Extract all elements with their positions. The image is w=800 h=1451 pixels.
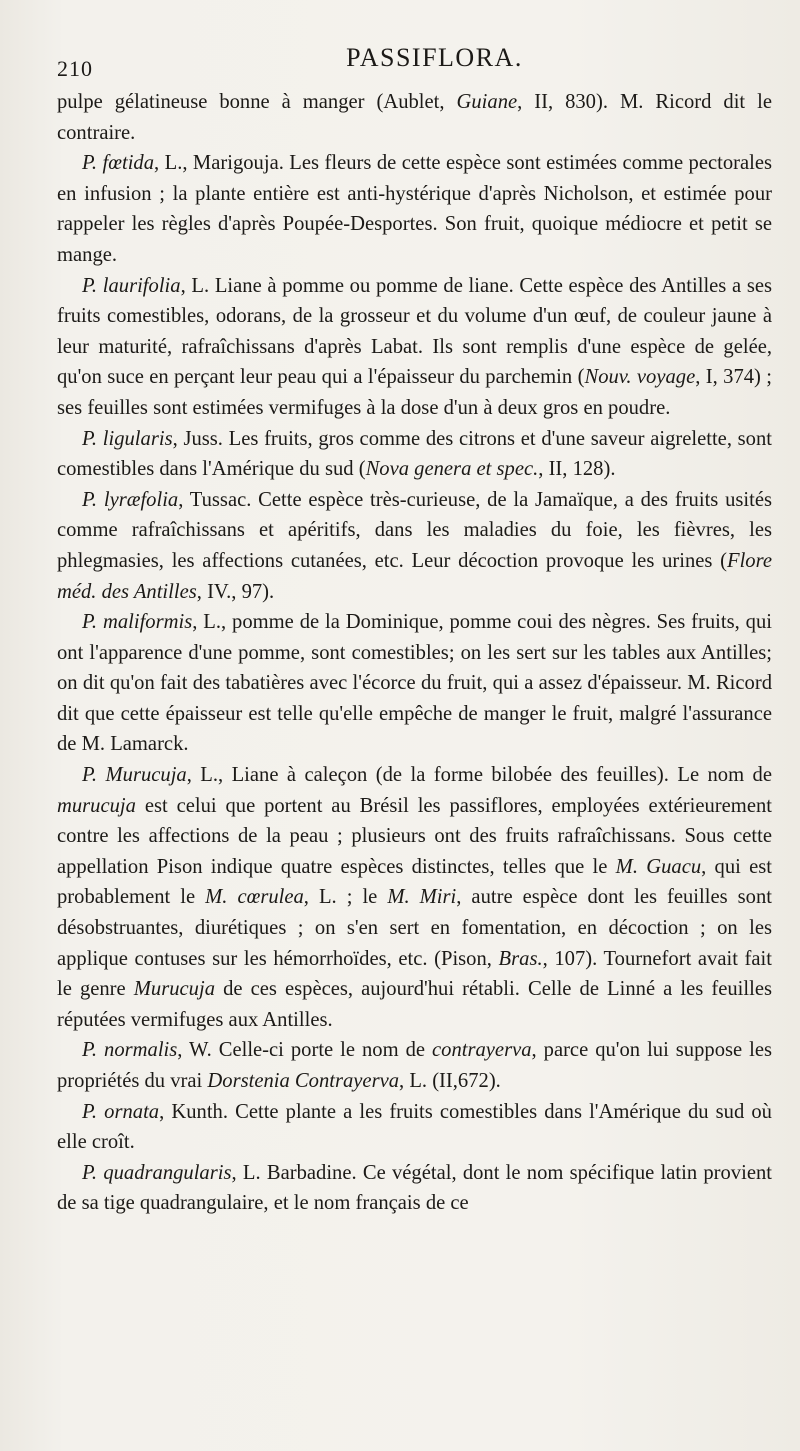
text-run: , Kunth. Cette plante a les fruits comestibles dans l'Amérique du sud où elle croît.	[57, 1100, 772, 1154]
text-run: est celui que portent au Brésil les passiflores, employées extérieurement contre les affections de la peau ; plusieurs ont des fruits rafraîchissans. Sous cette appellation Pison indique quatre espèces distinctes, telles que le	[57, 794, 772, 878]
italic-term: Nouv. voyage	[584, 366, 696, 389]
text-run: , I, 374) ; ses feuilles sont estimées vermifuges à la dose d'un à deux gros en poudre.	[57, 366, 772, 419]
species-entry	[57, 1097, 772, 1158]
text-run: , II, 128).	[538, 458, 616, 481]
italic-term: M. Guacu	[615, 855, 702, 878]
text-run: , autre espèce dont les feuilles sont désobstruantes, diurétiques ; on s'en sert en fomentation, en décoction ; on les applique contuses sur les hémorrhoïdes, etc. (Pison,	[57, 886, 772, 970]
italic-term: murucuja	[57, 794, 136, 817]
body-text	[57, 87, 772, 1219]
continued-paragraph	[57, 87, 772, 148]
italic-term: P. quadrangularis	[82, 1161, 232, 1184]
italic-term: Guiane	[456, 91, 518, 113]
running-head	[57, 40, 772, 81]
page-number: 210	[57, 56, 93, 81]
species-entry	[57, 760, 772, 1035]
text-run: , L. Barbadine. Ce végétal, dont le nom spécifique latin provient de sa tige quadrangulaire, et le nom français de ce	[57, 1161, 772, 1215]
species-entry	[57, 148, 772, 270]
species-entry	[57, 424, 772, 485]
italic-term: P. normalis	[82, 1039, 178, 1062]
italic-term: P. fœtida	[82, 152, 155, 175]
text-run: , L., Marigouja. Les fleurs de cette espèce sont estimées comme pectorales en infusion ; la plante entière est anti-hystérique d'après Nicholson, et estimée pour rappeler les règles d'après Poupée-Desportes. Son fruit, quoique médiocre et petit se mange.	[57, 152, 772, 266]
text-run: , qui est probablement le	[57, 855, 772, 909]
italic-term: P. ornata	[82, 1100, 160, 1123]
italic-term: P. ligularis	[82, 427, 173, 450]
text-run: , IV., 97).	[196, 580, 275, 603]
text-run: , 107). Tournefort avait fait le genre	[57, 947, 772, 1001]
italic-term: P. Murucuja	[82, 764, 187, 787]
text-run: de ces espèces, aujourd'hui rétabli. Celle de Linné a les feuilles réputées vermifuges aux Antilles.	[57, 978, 772, 1031]
text-run: , W. Celle-ci porte le nom de	[177, 1039, 433, 1062]
italic-term: Murucuja	[133, 978, 215, 1001]
italic-term: Dorstenia Contrayerva	[207, 1070, 400, 1092]
italic-term: Flore méd. des Antilles	[57, 549, 772, 603]
text-run: , L. Liane à pomme ou pomme de liane. Cette espèce des Antilles a ses fruits comestibles, odorans, de la grosseur et du volume d'un œuf, de couleur jaune à leur maturité, rafraîchissans d'après Labat. Ils sont remplis d'une espèce de gelée, qu'on suce en perçant leur peau qui a l'épaisseur du parchemin (	[57, 274, 773, 389]
text-run: , L. (II,672).	[399, 1070, 501, 1092]
italic-term: M. cœrulea	[205, 886, 304, 909]
italic-term: P. maliformis	[82, 611, 193, 634]
text-run: , parce qu'on lui suppose les propriétés du vrai	[57, 1039, 772, 1092]
italic-term: contrayerva	[432, 1039, 532, 1062]
text-run: , L., pomme de la Dominique, pomme coui des nègres. Ses fruits, qui ont l'apparence d'une pomme, sont comestibles; on les sert sur les tables aux Antilles; on dit qu'on fait des tabatières avec l'écorce du fruit, qui a assez d'épaisseur. M. Ricord dit que cette épaisseur est telle qu'elle empêche de manger le fruit, malgré l'assurance de M. Lamarck.	[57, 611, 772, 756]
italic-term: M. Miri	[387, 886, 457, 909]
text-run: , Juss. Les fruits, gros comme des citrons et d'une saveur aigrelette, sont comestibles dans l'Amérique du sud (	[57, 427, 772, 481]
italic-term: P. laurifolia	[82, 274, 181, 297]
text-run: pulpe gélatineuse bonne à manger (Aublet,	[57, 91, 457, 113]
italic-term: P. lyræfolia	[82, 488, 179, 511]
text-run: , L. ; le	[303, 886, 388, 909]
italic-term: Bras.	[498, 947, 543, 970]
species-entry	[57, 1158, 772, 1219]
species-entry	[57, 271, 772, 424]
species-entry	[57, 607, 772, 760]
species-entry	[57, 1035, 772, 1096]
text-run: , II, 830). M. Ricord dit le contraire.	[57, 91, 772, 144]
italic-term: Nova genera et spec.	[365, 458, 539, 481]
running-title: PASSIFLORA.	[346, 43, 523, 72]
text-run: , Tussac. Cette espèce très-curieuse, de la Jamaïque, a des fruits usités comme rafraîchissans et apéritifs, dans les maladies du foie, les fièvres, les phlegmasies, les affections cutanées, etc. Leur décoction provoque les urines (	[57, 488, 772, 572]
text-run: , L., Liane à caleçon (de la forme bilobée des feuilles). Le nom de	[186, 764, 772, 787]
species-entry	[57, 485, 772, 607]
